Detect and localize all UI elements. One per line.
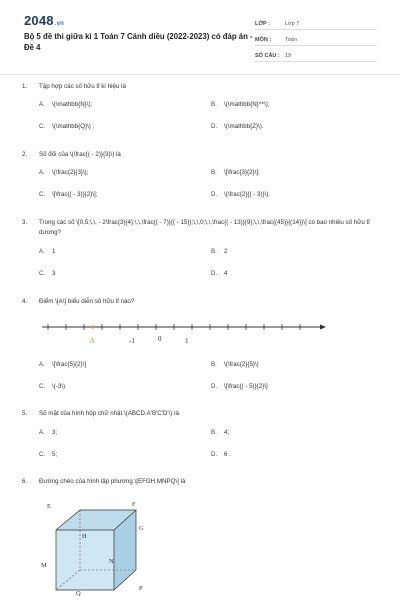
point-a-marker	[91, 325, 94, 328]
question-1: 1. Tập hợp các số hữu tỉ kí hiệu là	[22, 83, 126, 90]
vertex-label-e: E	[47, 503, 51, 510]
site-logo[interactable]: 2048.vn	[24, 13, 65, 28]
q5-option-d[interactable]: D. 6 .	[211, 451, 231, 458]
q3-option-d[interactable]: D. 4	[211, 270, 228, 277]
vertex-label-m: M	[41, 562, 47, 569]
vertex-label-p: P	[139, 585, 143, 592]
q2-option-a[interactable]: A. \(\frac{2}{3}\);	[39, 169, 89, 176]
number-line-arrow	[320, 325, 326, 330]
q4-option-b[interactable]: B. \(\frac{2}{5}\)	[211, 361, 259, 368]
vertex-label-n: N	[109, 558, 114, 565]
meta-question-count: SỐ CÂU : 19	[255, 46, 377, 62]
q2-option-d[interactable]: D. \(\frac{2}{( - 3)}\).	[211, 191, 271, 198]
meta-subject: MÔN : Toán	[255, 30, 377, 46]
q3-option-b[interactable]: B. 2	[211, 248, 228, 255]
question-3: 3. Trong các số \[0,5;\,\, - 2\frac{3}{4};\,\,\frac{( - 7)}{( - 15)};\,\,0;\,\,\frac{( - 13)}{9};\,\,\frac{(45)}{(14)}\] có bao nhiêu số hữu tỉ dương?	[22, 219, 370, 236]
q1-option-d[interactable]: D. \(\mathbb{Z}\).	[211, 123, 264, 130]
header-divider	[0, 74, 400, 75]
q3-option-a[interactable]: A. 1	[39, 248, 56, 255]
tick-label-minus-1: -1	[129, 337, 135, 345]
point-a-label: A	[90, 337, 95, 345]
q2-option-b[interactable]: B. \[\frac{3}{2}\];	[211, 169, 260, 176]
document-header	[0, 0, 400, 78]
q3-option-c[interactable]: C. 3	[39, 270, 56, 277]
question-5: 5. Số mặt của hình hộp chữ nhật \(ABCD.A'B'C'D'\) là	[22, 410, 179, 417]
q4-option-d[interactable]: D. \[\frac{( - 5)}{2}\]	[211, 383, 268, 390]
vertex-label-h: H	[82, 533, 87, 540]
q2-option-c[interactable]: C. \[\frac{( - 3)}{2}\];	[39, 191, 98, 198]
cube-figure	[36, 500, 156, 598]
q4-option-c[interactable]: C. \(-3\)	[39, 383, 66, 390]
question-6: 6. Đường chéo của hình lập phương \[EFGH.MNPQ\] là	[22, 478, 186, 485]
vertex-label-g: G	[139, 525, 144, 532]
q5-option-a[interactable]: A. 3;	[39, 429, 58, 436]
q1-option-b[interactable]: B. \(\mathbb{N}^*\);	[211, 101, 270, 108]
tick-label-1: 1	[185, 337, 189, 345]
q4-option-a[interactable]: A. \[\frac{5}{2}\]	[39, 361, 87, 368]
q1-option-a[interactable]: A. \(\mathbb{N}\);	[39, 101, 93, 108]
vertex-label-q: Q	[76, 590, 81, 597]
vertex-label-f: F	[132, 501, 136, 508]
tick-label-0: 0	[158, 335, 162, 343]
question-2: 2. Số đối của \(\frac{( - 2)}{3}\) là	[22, 151, 121, 158]
q1-option-c[interactable]: C. \(\mathbb{Q}\) ;	[39, 123, 95, 130]
document-title: Bộ 5 đề thi giữa kì 1 Toán 7 Cánh diều (2022-2023) có đáp án - Đề 4	[24, 32, 253, 52]
q5-option-b[interactable]: B. 4;	[211, 429, 230, 436]
q5-option-c[interactable]: C. 5;	[39, 451, 58, 458]
question-4: 4. Điểm \[A\] biểu diễn số hữu tỉ nào?	[22, 298, 135, 305]
number-line-figure	[30, 317, 330, 349]
document-meta	[255, 14, 377, 62]
meta-class: LỚP : Lớp 7	[255, 14, 377, 30]
